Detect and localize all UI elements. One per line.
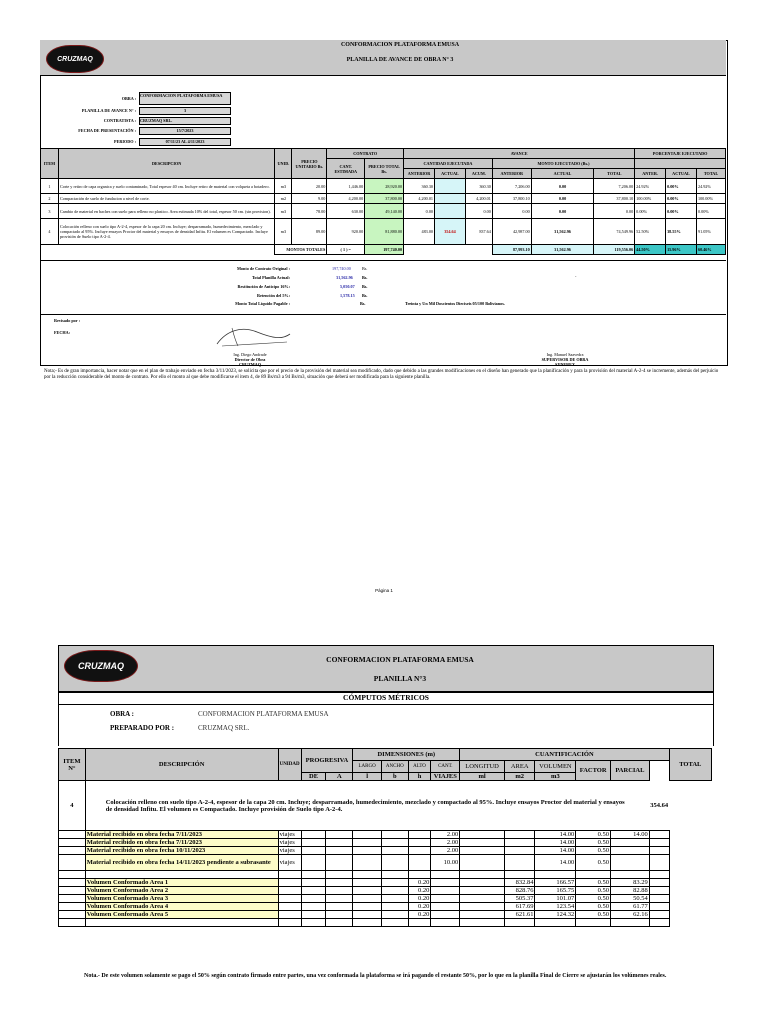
cell-m-act: 0.00: [531, 204, 594, 219]
fecha-firma-label: FECHA:: [54, 330, 71, 335]
cell-c-ant: 360.30: [404, 179, 435, 194]
vol-desc: Volumen Conformado Area 2: [85, 887, 278, 895]
th2-cuantificacion: CUANTIFICACIÓN: [460, 749, 669, 761]
revisado-label: Revisado por :: [54, 318, 80, 323]
obra-label: OBRA :: [121, 96, 136, 101]
th-p-total: TOTAL: [696, 169, 725, 179]
cell-c-ant: 0.00: [404, 204, 435, 219]
th2-longitud: LONGITUD: [460, 761, 505, 773]
item2-number: 4: [59, 781, 86, 831]
literal-amount: Treinta y Un Mil Doscientos Dieciseis 05/100 Bolivianos.: [405, 301, 505, 306]
th2-factor: FACTOR: [576, 761, 611, 781]
right-signer-org: SYNEREX: [554, 362, 575, 367]
vol-area: 505.37: [504, 895, 535, 903]
cell-c-act: [435, 194, 466, 204]
volume-row: [59, 879, 712, 887]
avance-row: [41, 194, 726, 204]
mat-factor: 0.50: [576, 839, 611, 847]
obra2-label: OBRA :: [110, 710, 134, 718]
vol-vol: 124.32: [535, 911, 576, 919]
th-p-actual: ACTUAL: [666, 169, 697, 179]
cell-desc: Colocación relleno con suelo tipo A-2-4, espesor de la capa 20 cm. Incluye; desparramado, humedecimiento, mezclado y compactado al 95%. Incluye ensayos Proctor del material y ensayos de densidad Infitu. El volumen es Compactado. Incluye provisión de Suelo tipo A-2-4.: [58, 219, 274, 245]
mat-factor: 0.50: [576, 847, 611, 855]
restitucion-value: 5,050.07: [340, 284, 355, 289]
cell-m-ant: 42,987.00: [492, 219, 531, 245]
vol-parcial: 62.16: [611, 911, 650, 919]
th2-largo: LARGO: [353, 761, 382, 773]
vol-desc: Volumen Conformado Area 1: [85, 879, 278, 887]
vol-vol: 166.57: [535, 879, 576, 887]
th-monto-ejecutado: MONTO EJECUTADO (Bs.): [492, 159, 634, 169]
dash-mark: -: [575, 274, 577, 279]
cell-p-tot: 100.00%: [696, 194, 725, 204]
th2-descripcion: DESCRIPCIÓN: [85, 749, 278, 781]
cell-ptotal: 81,880.00: [365, 219, 404, 245]
preparado-label: PREPARADO POR :: [110, 724, 175, 732]
mat-vol: 14.00: [535, 839, 576, 847]
left-signer-name: Ing. Diego Andrade: [233, 352, 267, 357]
currency-label: Bs.: [362, 275, 368, 280]
total-planilla-value: 31,562.96: [336, 275, 353, 280]
cell-m-ant: 7,206.00: [492, 179, 531, 194]
totals-blank-2: [58, 245, 274, 255]
contratista-value: CRUZMAQ SRL.: [139, 117, 231, 125]
cell-item: 4: [41, 219, 59, 245]
item2-total: 354.64: [650, 801, 669, 809]
cruzmaq-logo: CRUZMAQ: [46, 45, 104, 73]
cell-p-ant: 24.92%: [635, 179, 666, 194]
cell-unid: m3: [275, 179, 292, 194]
totals-blank-1: [41, 245, 59, 255]
material-row: [59, 847, 712, 855]
mat-viajes: 2.00: [431, 839, 460, 847]
mat-unid: viajes: [278, 847, 301, 855]
mat-unid: viajes: [278, 839, 301, 847]
th2-m3: m3: [535, 773, 576, 781]
cell-m-ant: 37,800.10: [492, 194, 531, 204]
totals-blank-3: [404, 245, 435, 255]
vol-vol: 123.54: [535, 903, 576, 911]
totals-label: MONTOS TOTALES: [275, 245, 327, 255]
cell-m-act: 0.00: [531, 194, 594, 204]
material-row: [59, 855, 712, 871]
vol-desc: Volumen Conformado Area 3: [85, 895, 278, 903]
th2-progresiva: PROGRESIVA: [301, 749, 353, 773]
th2-ancho: ANCHO: [381, 761, 408, 773]
vol-area: 621.61: [504, 911, 535, 919]
currency-label: Bs.: [360, 301, 366, 306]
cell-cant: 4,200.00: [327, 194, 365, 204]
vol-desc: Volumen Conformado Area 4: [85, 903, 278, 911]
cell-item: 1: [41, 179, 59, 194]
th-precio-unitario: PRECIO UNITARIO Bs.: [292, 149, 327, 179]
divider: [40, 314, 726, 315]
cell-pu: 78.00: [292, 204, 327, 219]
vol-parcial: 82.88: [611, 887, 650, 895]
cell-cant: 920.00: [327, 219, 365, 245]
cell-p-ant: 100.00%: [635, 194, 666, 204]
th2-total: TOTAL: [669, 749, 711, 781]
th2-unidad: UNIDAD: [278, 749, 301, 781]
mat-parcial: [611, 855, 650, 871]
th2-h: h: [408, 773, 431, 781]
left-signer-org: CRUZMAQ: [238, 362, 262, 367]
cell-c-acum: 0.00: [465, 204, 492, 219]
liquido-label: Monto Total Líquido Pagable :: [235, 301, 290, 306]
cell-ptotal: 49,140.00: [365, 204, 404, 219]
mat-viajes: 10.00: [431, 855, 460, 871]
cell-item: 3: [41, 204, 59, 219]
material-row: [59, 831, 712, 839]
avance-row: [41, 204, 726, 219]
vol-vol: 101.07: [535, 895, 576, 903]
totals-blank-4: [435, 245, 466, 255]
cell-p-tot: 91.05%: [696, 219, 725, 245]
mat-factor: 0.50: [576, 855, 611, 871]
th-m-anterior: ANTERIOR: [492, 169, 531, 179]
retencion-label: Retención del 5%:: [256, 293, 290, 298]
computos-table: [58, 748, 712, 927]
th2-item: ITEM N°: [59, 749, 86, 781]
cell-cant: 1,446.00: [327, 179, 365, 194]
mat-viajes: 2.00: [431, 847, 460, 855]
material-row: [59, 839, 712, 847]
vol-h: 0.20: [408, 895, 431, 903]
cell-m-tot: 0.00: [594, 204, 635, 219]
volume-row: [59, 911, 712, 919]
cell-c-ant: 483.00: [404, 219, 435, 245]
cell-p-ant: 0.00%: [635, 204, 666, 219]
th-porcentaje-blank: [635, 159, 726, 169]
th-descripcion: DESCRIPCION: [58, 149, 274, 179]
volume-row: [59, 887, 712, 895]
vol-h: 0.20: [408, 903, 431, 911]
right-signer-name: Ing. Manuel Saavedra: [546, 352, 584, 357]
mat-vol: 14.00: [535, 847, 576, 855]
avance-title: CONFORMACION PLATAFORMA EMUSA: [340, 42, 460, 48]
vol-factor: 0.50: [576, 879, 611, 887]
item-4-row: [59, 781, 712, 831]
cell-p-act: 38.55%: [666, 219, 697, 245]
planilla-value: 3: [139, 107, 231, 115]
totals-marker: ( 1 ) =: [327, 245, 365, 255]
vol-parcial: 83.29: [611, 879, 650, 887]
vol-factor: 0.50: [576, 895, 611, 903]
th2-ml: ml: [460, 773, 505, 781]
computos-section: CÓMPUTOS MÉTRICOS: [58, 691, 714, 705]
computos-title: CONFORMACION PLATAFORMA EMUSA: [326, 655, 474, 664]
page1-note: Nota;- Es de gran importancia, hacer notar que en el plan de trabajo enviado en fecha 3/11/2023, se solicita que por el precio de la provisión del material sea modificado, dado que debido a las grandes modificaciones en el diseño han generado que la planificación y para la provisión del material A-2-4 se incremente, además del perjuicio por la reducción considerable del monto de contrato. Por ello el monto al que debe modificarse el item 4, de 89 Bs/m3 a 94 Bs/m3, situación que deberá ser modificada para la siguiente planilla.: [44, 369, 719, 380]
totals-p-act: 15.96%: [666, 245, 697, 255]
vol-vol: 165.75: [535, 887, 576, 895]
th-c-anterior: ANTERIOR: [404, 169, 435, 179]
divider: [40, 260, 726, 261]
totals-ptotal: 197,740.00: [365, 245, 404, 255]
currency-label: Bs.: [362, 284, 368, 289]
cell-desc: Cambio de material en baches con suelo para relleno no plastico. Area estimada 10% del total, espesor 50 cm. (sin provision).: [58, 204, 274, 219]
vol-parcial: 50.54: [611, 895, 650, 903]
th-precio-total: PRECIO TOTAL Bs.: [365, 159, 404, 179]
th2-a: A: [326, 773, 353, 781]
volume-row: [59, 895, 712, 903]
totals-blank-5: [465, 245, 492, 255]
avance-subtitle: PLANILLA DE AVANCE DE OBRA N° 3: [346, 57, 454, 63]
computos-header: [58, 645, 714, 693]
cell-unid: m3: [275, 219, 292, 245]
monto-contrato-label: Monto de Contrato Original :: [236, 266, 290, 271]
totals-p-ant: 44.50%: [635, 245, 666, 255]
cell-c-acum: 360.30: [465, 179, 492, 194]
vol-h: 0.20: [408, 911, 431, 919]
th2-b: b: [381, 773, 408, 781]
th-m-total: TOTAL: [594, 169, 635, 179]
left-signer-role: Director de Obra: [234, 357, 266, 362]
page-number: Página 1: [375, 588, 393, 593]
currency-label: Bs.: [362, 293, 368, 298]
cell-p-tot: 0.00%: [696, 204, 725, 219]
mat-viajes: 2.00: [431, 831, 460, 839]
th-contrato: CONTRATO: [327, 149, 404, 159]
monto-contrato-value: 197,740.00: [332, 266, 351, 271]
volume-row: [59, 903, 712, 911]
totals-m-act: 31,562.96: [531, 245, 594, 255]
th2-viajes: VIAJES: [431, 773, 460, 781]
preparado-value: CRUZMAQ SRL.: [198, 724, 250, 732]
th-c-actual: ACTUAL: [435, 169, 466, 179]
cell-item: 2: [41, 194, 59, 204]
planilla-label: PLANILLA DE AVANCE N° :: [81, 108, 136, 113]
cell-p-ant: 52.50%: [635, 219, 666, 245]
th-avance: AVANCE: [404, 149, 635, 159]
th2-l: l: [353, 773, 382, 781]
cell-c-ant: 4,200.01: [404, 194, 435, 204]
cell-p-act: 0.00%: [666, 179, 697, 194]
mat-desc: Material recibido en obra fecha 14/11/2023 pendiente a subrasante: [85, 855, 278, 871]
currency-label: Bs.: [362, 266, 368, 271]
avance-row: [41, 219, 726, 245]
vol-desc: Volumen Conformado Area 5: [85, 911, 278, 919]
cell-ptotal: 28,920.00: [365, 179, 404, 194]
cell-m-tot: 74,549.96: [594, 219, 635, 245]
totals-m-tot: 119,556.06: [594, 245, 635, 255]
cell-c-act: [435, 204, 466, 219]
th-cant-estimada: CANT. ESTIMADA: [327, 159, 365, 179]
periodo-value: 07/11/23 AL 4/11/2023: [139, 138, 231, 146]
vol-area: 832.84: [504, 879, 535, 887]
mat-desc: Material recibido en obra fecha 10/11/2023: [85, 847, 278, 855]
retencion-value: 1,578.15: [340, 293, 355, 298]
mat-parcial: [611, 847, 650, 855]
vol-area: 617.69: [504, 903, 535, 911]
totals-p-tot: 60.46%: [696, 245, 725, 255]
avance-row: [41, 179, 726, 194]
cell-c-act: [435, 179, 466, 194]
cell-cant: 630.00: [327, 204, 365, 219]
computos-subtitle: PLANILLA N°3: [373, 674, 427, 683]
cell-m-tot: 37,800.10: [594, 194, 635, 204]
signature-scribble: [212, 322, 292, 350]
fecha-label: FECHA DE PRESENTACIÓN :: [78, 128, 136, 133]
total-planilla-label: Total Planilla Actual:: [251, 275, 290, 280]
cell-pu: 9.00: [292, 194, 327, 204]
contratista-label: CONTRATISTA :: [103, 118, 136, 123]
mat-vol: 14.00: [535, 831, 576, 839]
mat-unid: viajes: [278, 855, 301, 871]
mat-parcial: 14.00: [611, 831, 650, 839]
th2-volumen: VOLUMEN: [535, 761, 576, 773]
cell-desc: Corte y retiro de capa organica y suelo contaminado, Total espesor 40 cm. Incluye retiro de material con volqueta a botadero.: [58, 179, 274, 194]
fecha-value: 15/7/2023: [139, 127, 231, 135]
obra2-value: CONFORMACION PLATAFORMA EMUSA: [198, 710, 329, 718]
vol-parcial: 61.77: [611, 903, 650, 911]
obra-value: CONFORMACION PLATAFORMA EMUSA: [139, 92, 231, 105]
restitucion-label: Restitución de Anticipo 16%:: [237, 284, 290, 289]
th2-parcial: PARCIAL: [611, 761, 650, 781]
right-signer-role: SUPERVISOR DE OBRA: [541, 357, 589, 362]
avance-table: [40, 148, 726, 255]
cell-c-acum: 837.64: [465, 219, 492, 245]
th-unid: UNID.: [275, 149, 292, 179]
th-m-actual: ACTUAL: [531, 169, 594, 179]
mat-desc: Material recibido en obra fecha 7/11/2023: [85, 831, 278, 839]
th2-m2: m2: [504, 773, 535, 781]
cell-p-act: 0.00%: [666, 204, 697, 219]
periodo-label: PERIODO :: [114, 139, 136, 144]
vol-area: 828.76: [504, 887, 535, 895]
mat-desc: Material recibido en obra fecha 7/11/2023: [85, 839, 278, 847]
th2-cant: CANT.: [431, 761, 460, 773]
th-p-anter: ANTER.: [635, 169, 666, 179]
cell-c-acum: 4,200.01: [465, 194, 492, 204]
mat-unid: viajes: [278, 831, 301, 839]
cell-m-act: 0.00: [531, 179, 594, 194]
mat-factor: 0.50: [576, 831, 611, 839]
cell-ptotal: 37,800.00: [365, 194, 404, 204]
vol-factor: 0.50: [576, 887, 611, 895]
vol-factor: 0.50: [576, 903, 611, 911]
cruzmaq-logo: CRUZMAQ: [64, 650, 138, 682]
th-item: ITEM: [41, 149, 59, 179]
th2-dimensiones: DIMENSIONES (m): [353, 749, 460, 761]
th2-area: AREA: [504, 761, 535, 773]
th2-alto: ALTO: [408, 761, 431, 773]
cell-c-act: 354.64: [435, 219, 466, 245]
th-porcentaje: PORCENTAJE EJECUTADO: [635, 149, 726, 159]
item2-desc: Colocación relleno con suelo tipo A-2-4, espesor de la capa 20 cm. Incluye; desparramado, humedecimiento, mezclado y compactado al 95%. Incluye ensayos Proctor del material y ensayos de densidad Infitu. El volumen es Compactado. Incluye provisión de Suelo tipo A-2-4.: [85, 781, 649, 831]
cell-p-tot: 24.92%: [696, 179, 725, 194]
cell-m-tot: 7,206.00: [594, 179, 635, 194]
cell-pu: 20.00: [292, 179, 327, 194]
totals-row: [41, 245, 726, 255]
cell-desc: Compactación de suelo de fundacion a nivel de corte.: [58, 194, 274, 204]
vol-h: 0.20: [408, 887, 431, 895]
vol-h: 0.20: [408, 879, 431, 887]
th-cantidad-ejecutada: CANTIDAD EJECUTADA: [404, 159, 493, 169]
cell-m-act: 31,562.96: [531, 219, 594, 245]
th-c-acum: ACUM.: [465, 169, 492, 179]
cell-pu: 89.00: [292, 219, 327, 245]
th2-de: DE: [301, 773, 326, 781]
mat-parcial: [611, 839, 650, 847]
cell-unid: m2: [275, 194, 292, 204]
mat-vol: 14.00: [535, 855, 576, 871]
totals-m-ant: 87,993.10: [492, 245, 531, 255]
cell-p-act: 0.00%: [666, 194, 697, 204]
cell-unid: m3: [275, 204, 292, 219]
vol-factor: 0.50: [576, 911, 611, 919]
cell-m-ant: 0.00: [492, 204, 531, 219]
page2-note: Nota.- De este volumen solamente se pago el 50% según contrato firmado entre partes, una vez conformada la plataforma se irá pagando el restante 50%, por lo que en la planilla Final de Cierre se ajustarán los volúmenes reales.: [84, 973, 667, 979]
